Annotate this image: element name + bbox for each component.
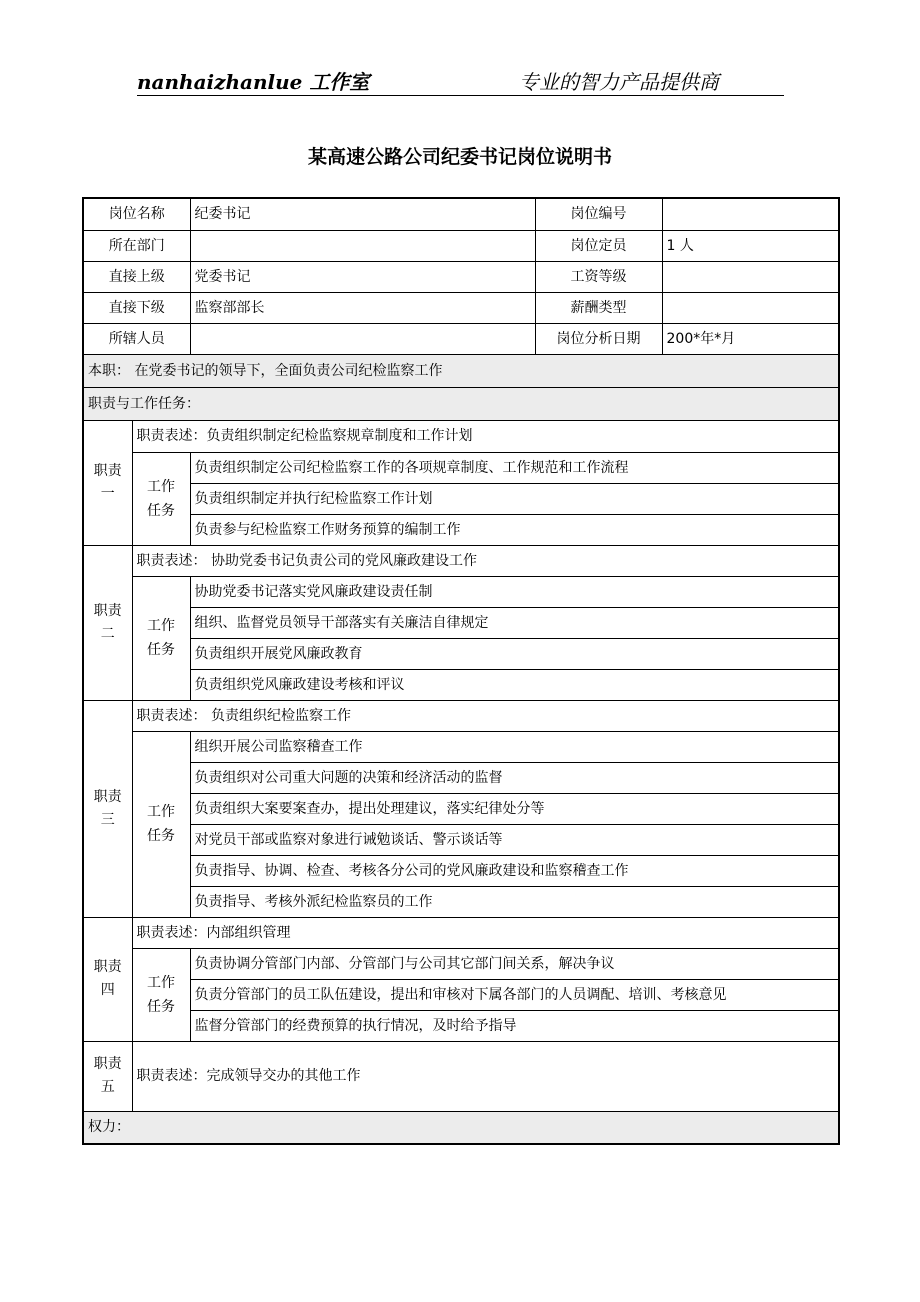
duty-statement: 职责表述：完成领导交办的其他工作	[132, 1041, 839, 1111]
info-row-4	[83, 292, 839, 323]
authority-label: 权力：	[83, 1111, 839, 1144]
document-title: 某高速公路公司纪委书记岗位说明书	[307, 146, 612, 168]
task-row	[83, 607, 839, 638]
duty-label: 职责三	[83, 700, 132, 917]
headcount-label: 岗位定员	[535, 230, 662, 261]
task-row	[83, 855, 839, 886]
task-item: 负责组织大案要案查办，提出处理建议，落实纪律处分等	[190, 793, 839, 824]
position-code-value	[662, 198, 839, 230]
duty-label: 职责一	[83, 420, 132, 545]
task-row	[83, 793, 839, 824]
header-divider	[137, 95, 784, 96]
info-row-3	[83, 261, 839, 292]
task-item: 负责组织制定并执行纪检监察工作计划	[190, 483, 839, 514]
task-label: 工作任务	[132, 576, 190, 700]
header-tagline: 专业的智力产品提供商	[519, 70, 719, 94]
task-item: 负责指导、协调、检查、考核各分公司的党风廉政建设和监察稽查工作	[190, 855, 839, 886]
info-row-2	[83, 230, 839, 261]
task-item: 监督分管部门的经费预算的执行情况，及时给予指导	[190, 1010, 839, 1041]
duty-statement: 职责表述：负责组织制定纪检监察规章制度和工作计划	[132, 420, 839, 452]
info-row-5	[83, 323, 839, 354]
task-row	[83, 948, 839, 979]
analysis-date-value: 200*年*月	[662, 323, 839, 354]
duty-statement-row	[83, 420, 839, 452]
superior-value: 党委书记	[190, 261, 535, 292]
task-row	[83, 452, 839, 483]
task-item: 协助党委书记落实党风廉政建设责任制	[190, 576, 839, 607]
duty-label: 职责二	[83, 545, 132, 700]
task-row	[83, 638, 839, 669]
duty-summary-row	[83, 354, 839, 387]
duty-statement: 职责表述：内部组织管理	[132, 917, 839, 948]
task-label: 工作任务	[132, 948, 190, 1041]
position-name-value: 纪委书记	[190, 198, 535, 230]
responsibilities-header-row	[83, 387, 839, 420]
superior-label: 直接上级	[83, 261, 190, 292]
duty-statement: 职责表述： 负责组织纪检监察工作	[132, 700, 839, 731]
job-description-table	[82, 197, 840, 1145]
duty-statement-row	[83, 917, 839, 948]
task-row	[83, 514, 839, 545]
task-item: 负责参与纪检监察工作财务预算的编制工作	[190, 514, 839, 545]
responsibilities-label: 职责与工作任务：	[83, 387, 839, 420]
analysis-date-label: 岗位分析日期	[535, 323, 662, 354]
task-item: 负责分管部门的员工队伍建设，提出和审核对下属各部门的人员调配、培训、考核意见	[190, 979, 839, 1010]
info-row-1	[83, 198, 839, 230]
task-label: 工作任务	[132, 731, 190, 917]
task-row	[83, 731, 839, 762]
duty-statement: 职责表述： 协助党委书记负责公司的党风廉政建设工作	[132, 545, 839, 576]
task-row	[83, 669, 839, 700]
task-item: 组织、监督党员领导干部落实有关廉洁自律规定	[190, 607, 839, 638]
pay-type-label: 薪酬类型	[535, 292, 662, 323]
staff-value	[190, 323, 535, 354]
task-item: 负责指导、考核外派纪检监察员的工作	[190, 886, 839, 917]
task-item: 负责组织制定公司纪检监察工作的各项规章制度、工作规范和工作流程	[190, 452, 839, 483]
task-row	[83, 483, 839, 514]
duty-statement-row	[83, 700, 839, 731]
department-value	[190, 230, 535, 261]
department-label: 所在部门	[83, 230, 190, 261]
task-row	[83, 824, 839, 855]
subordinate-label: 直接下级	[83, 292, 190, 323]
authority-row	[83, 1111, 839, 1144]
duty-statement-row	[83, 1041, 839, 1111]
headcount-value: 1 人	[662, 230, 839, 261]
duty-label: 职责五	[83, 1041, 132, 1111]
subordinate-value: 监察部部长	[190, 292, 535, 323]
duty-label: 职责四	[83, 917, 132, 1041]
salary-grade-value	[662, 261, 839, 292]
task-row	[83, 576, 839, 607]
task-item: 负责组织开展党风廉政教育	[190, 638, 839, 669]
position-name-label: 岗位名称	[83, 198, 190, 230]
task-row	[83, 886, 839, 917]
position-code-label: 岗位编号	[535, 198, 662, 230]
staff-label: 所辖人员	[83, 323, 190, 354]
salary-grade-label: 工资等级	[535, 261, 662, 292]
duty-statement-row	[83, 545, 839, 576]
task-row	[83, 1010, 839, 1041]
header-studio-name: nanhaizhanlue 工作室	[137, 70, 370, 94]
task-item: 组织开展公司监察稽查工作	[190, 731, 839, 762]
task-item: 负责协调分管部门内部、分管部门与公司其它部门间关系，解决争议	[190, 948, 839, 979]
pay-type-value	[662, 292, 839, 323]
task-item: 对党员干部或监察对象进行诫勉谈话、警示谈话等	[190, 824, 839, 855]
duty-summary: 本职： 在党委书记的领导下，全面负责公司纪检监察工作	[83, 354, 839, 387]
task-label: 工作任务	[132, 452, 190, 545]
task-row	[83, 979, 839, 1010]
task-item: 负责组织党风廉政建设考核和评议	[190, 669, 839, 700]
task-item: 负责组织对公司重大问题的决策和经济活动的监督	[190, 762, 839, 793]
task-row	[83, 762, 839, 793]
